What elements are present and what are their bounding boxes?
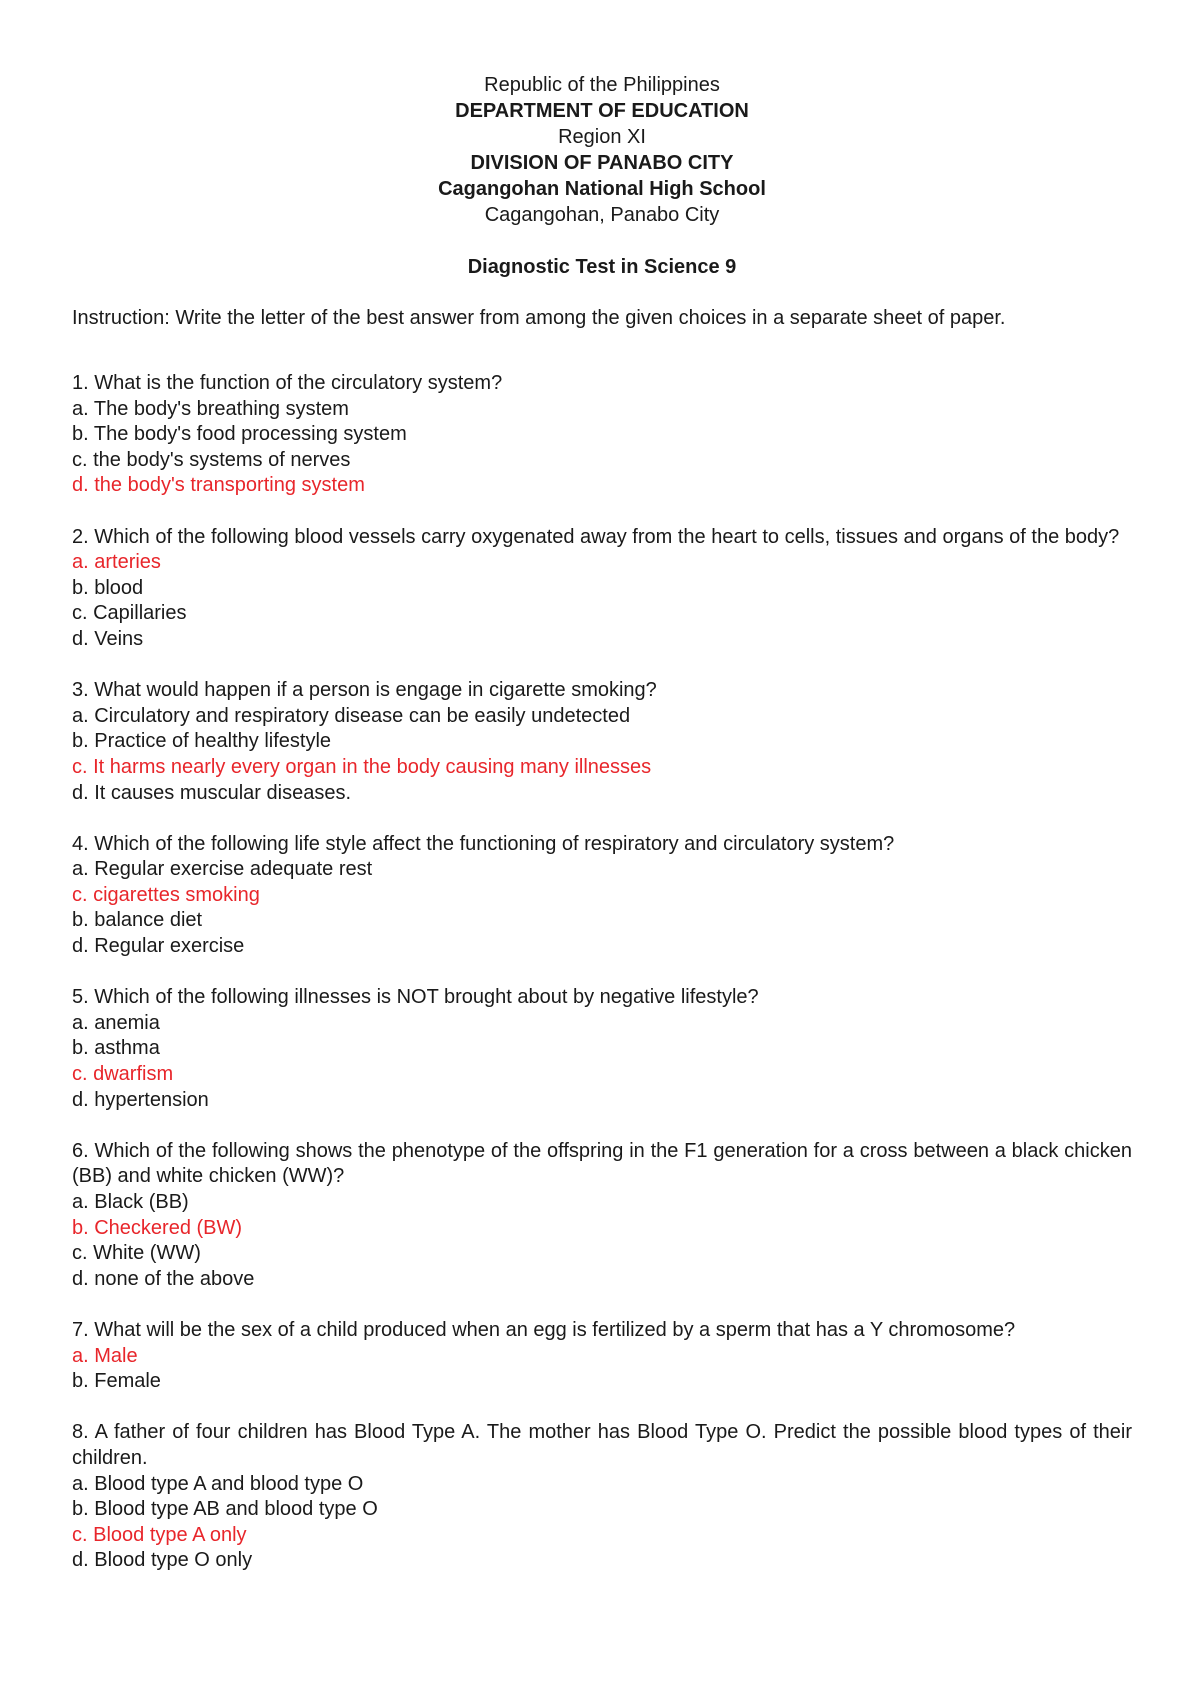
choice: a. anemia <box>72 1011 160 1034</box>
question-item <box>72 371 1132 499</box>
header-department: DEPARTMENT OF EDUCATION <box>455 100 749 122</box>
choice: b. The body's food processing system <box>72 423 407 446</box>
header-division: DIVISION OF PANABO CITY <box>470 152 734 174</box>
choice: d. hypertension <box>72 1088 209 1111</box>
question-item <box>72 1139 1132 1293</box>
document-header <box>72 72 1132 228</box>
choice: b. Practice of healthy lifestyle <box>72 730 332 753</box>
question-text: 1. What is the function of the circulatory system? <box>72 372 503 394</box>
question-text: 4. Which of the following life style affect the functioning of respiratory and circulatory system? <box>72 832 895 855</box>
choice: a. Blood type A and blood type O <box>72 1472 364 1495</box>
question-text: 8. A father of four children has Blood Type A. The mother has Blood Type O. Predict the possible blood types of their children. <box>72 1421 1132 1469</box>
question-list <box>72 371 1132 1574</box>
choice: a. Black (BB) <box>72 1191 189 1213</box>
answer-choice: c. dwarfism <box>72 1063 174 1086</box>
question-item <box>72 678 1132 806</box>
choice: d. none of the above <box>72 1267 255 1290</box>
header-address: Cagangohan, Panabo City <box>484 204 720 226</box>
header-region: Region XI <box>558 126 646 148</box>
question-text: 5. Which of the following illnesses is NOT brought about by negative lifestyle? <box>72 986 759 1009</box>
choice: d. Regular exercise <box>72 935 245 958</box>
answer-choice: b. Checkered (BW) <box>72 1216 243 1239</box>
choice: b. Female <box>72 1370 161 1393</box>
choice: c. White (WW) <box>72 1242 201 1265</box>
test-title: Diagnostic Test in Science 9 <box>467 256 737 278</box>
question-item <box>72 525 1132 653</box>
choice: d. It causes muscular diseases. <box>72 781 352 804</box>
choice: b. asthma <box>72 1037 160 1060</box>
header-republic: Republic of the Philippines <box>484 74 720 96</box>
choice: a. Circulatory and respiratory disease can be easily undetected <box>72 704 631 727</box>
choice: c. Capillaries <box>72 602 187 625</box>
question-item <box>72 1420 1132 1574</box>
choice: b. Blood type AB and blood type O <box>72 1498 378 1521</box>
choice: d. Blood type O only <box>72 1549 253 1572</box>
answer-choice: c. It harms nearly every organ in the body causing many illnesses <box>72 755 652 778</box>
question-text: 7. What will be the sex of a child produced when an egg is fertilized by a sperm that has a Y chromosome? <box>72 1318 1016 1341</box>
choice: c. the body's systems of nerves <box>72 448 351 471</box>
answer-choice: d. the body's transporting system <box>72 474 365 497</box>
document-page <box>72 72 1132 1600</box>
question-text: 3. What would happen if a person is engage in cigarette smoking? <box>72 679 657 702</box>
answer-choice: a. Male <box>72 1344 138 1367</box>
choice: d. Veins <box>72 627 144 650</box>
question-text: 2. Which of the following blood vessels carry oxygenated away from the heart to cells, tissues and organs of the body? <box>72 525 1120 548</box>
question-item <box>72 1318 1132 1395</box>
answer-choice: c. cigarettes smoking <box>72 883 260 906</box>
choice: b. balance diet <box>72 909 203 932</box>
choice: a. Regular exercise adequate rest <box>72 858 373 881</box>
answer-choice: a. arteries <box>72 551 161 574</box>
choice: b. blood <box>72 576 144 599</box>
question-item <box>72 985 1132 1113</box>
choice: a. The body's breathing system <box>72 397 349 420</box>
instruction-text: Instruction: Write the letter of the best answer from among the given choices in a separate sheet of paper. <box>72 307 1006 329</box>
answer-choice: c. Blood type A only <box>72 1523 247 1546</box>
question-item <box>72 832 1132 960</box>
question-text: 6. Which of the following shows the phenotype of the offspring in the F1 generation for a cross between a black chicken (BB) and white chicken (WW)? <box>72 1139 1132 1188</box>
header-school: Cagangohan National High School <box>438 178 766 200</box>
